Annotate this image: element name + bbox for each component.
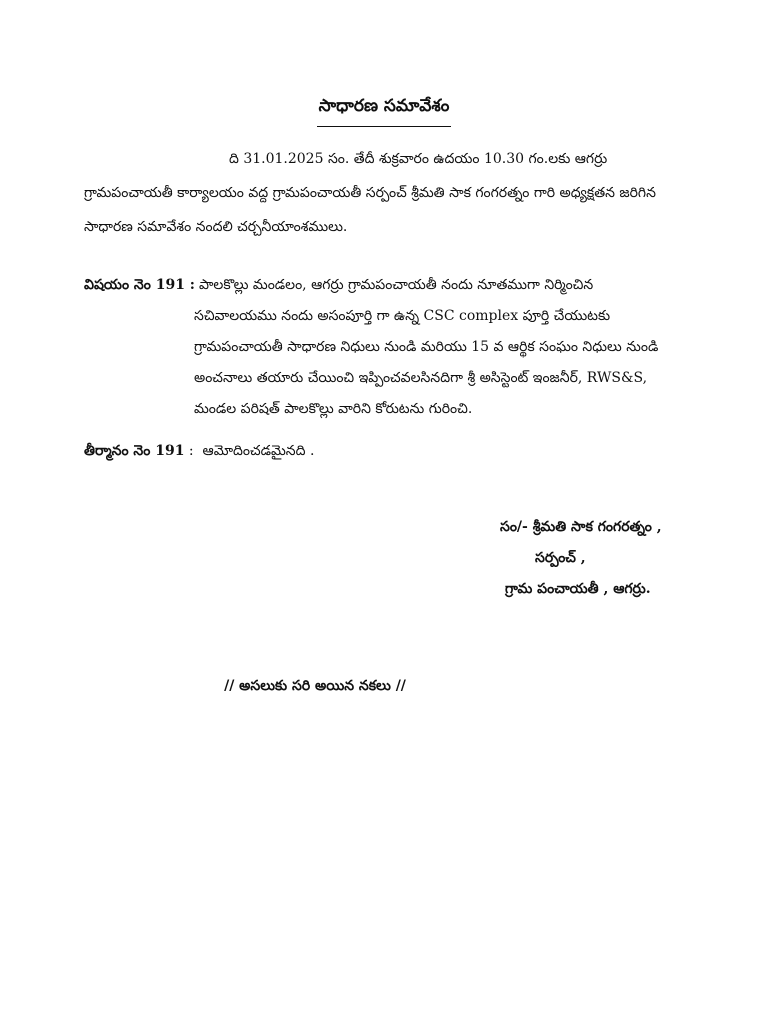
subject-section	[84, 270, 704, 425]
signature-name: సం/- శ్రీమతి సాక గంగరత్నం ,	[500, 519, 662, 535]
intro-paragraph	[84, 142, 684, 244]
intro-line-1: ది 31.01.2025 సం. తేదీ శుక్రవారం ఉదయం 10.30 గం.లకు ఆగర్రు	[229, 151, 608, 167]
resolution-section	[84, 436, 314, 466]
intro-line-3: సాధారణ సమావేశం నందలి చర్చనీయాంశములు.	[84, 219, 348, 235]
subject-line-1: పాలకొల్లు మండలం, ఆగర్రు గ్రామపంచాయతీ నందు నూతముగా నిర్మించిన	[198, 277, 594, 293]
resolution-separator: :	[184, 443, 194, 459]
signature-block	[470, 512, 700, 605]
resolution-label: తీర్మానం నెం 191	[84, 443, 185, 459]
document-title	[0, 96, 768, 127]
certified-copy-note: // అసలుకు సరి అయిన నకలు //	[224, 678, 406, 694]
subject-line-5: మండల పరిషత్ పాలకొల్లు వారిని కోరుటను గురించి.	[194, 401, 473, 417]
subject-line-2: సచివాలయము నందు అసంపూర్తి గా ఉన్న CSC complex పూర్తి చేయుటకు	[194, 308, 611, 324]
document-title-text: సాధారణ సమావేశం	[317, 96, 452, 127]
resolution-text: ఆమోదించడమైనది .	[202, 443, 315, 459]
subject-label: విషయం నెం 191 :	[84, 277, 195, 293]
signature-designation: సర్పంచ్ ,	[535, 550, 586, 566]
subject-line-4: అంచనాలు తయారు చేయించి ఇప్పించవలసినదిగా శ్రీ అసిస్టెంట్ ఇంజనీర్, RWS&S,	[194, 370, 648, 386]
signature-office: గ్రామ పంచాయతీ , ఆగర్రు.	[505, 581, 651, 597]
intro-line-2: గ్రామపంచాయతీ కార్యాలయం వద్ద గ్రామపంచాయతీ సర్పంచ్ శ్రీమతి సాక గంగరత్నం గారి అధ్యక్షతన జరిగిన	[84, 185, 656, 201]
subject-line-3: గ్రామపంచాయతీ సాధారణ నిధులు నుండి మరియు 15 వ ఆర్థిక సంఘం నిధులు నుండి	[194, 339, 659, 355]
